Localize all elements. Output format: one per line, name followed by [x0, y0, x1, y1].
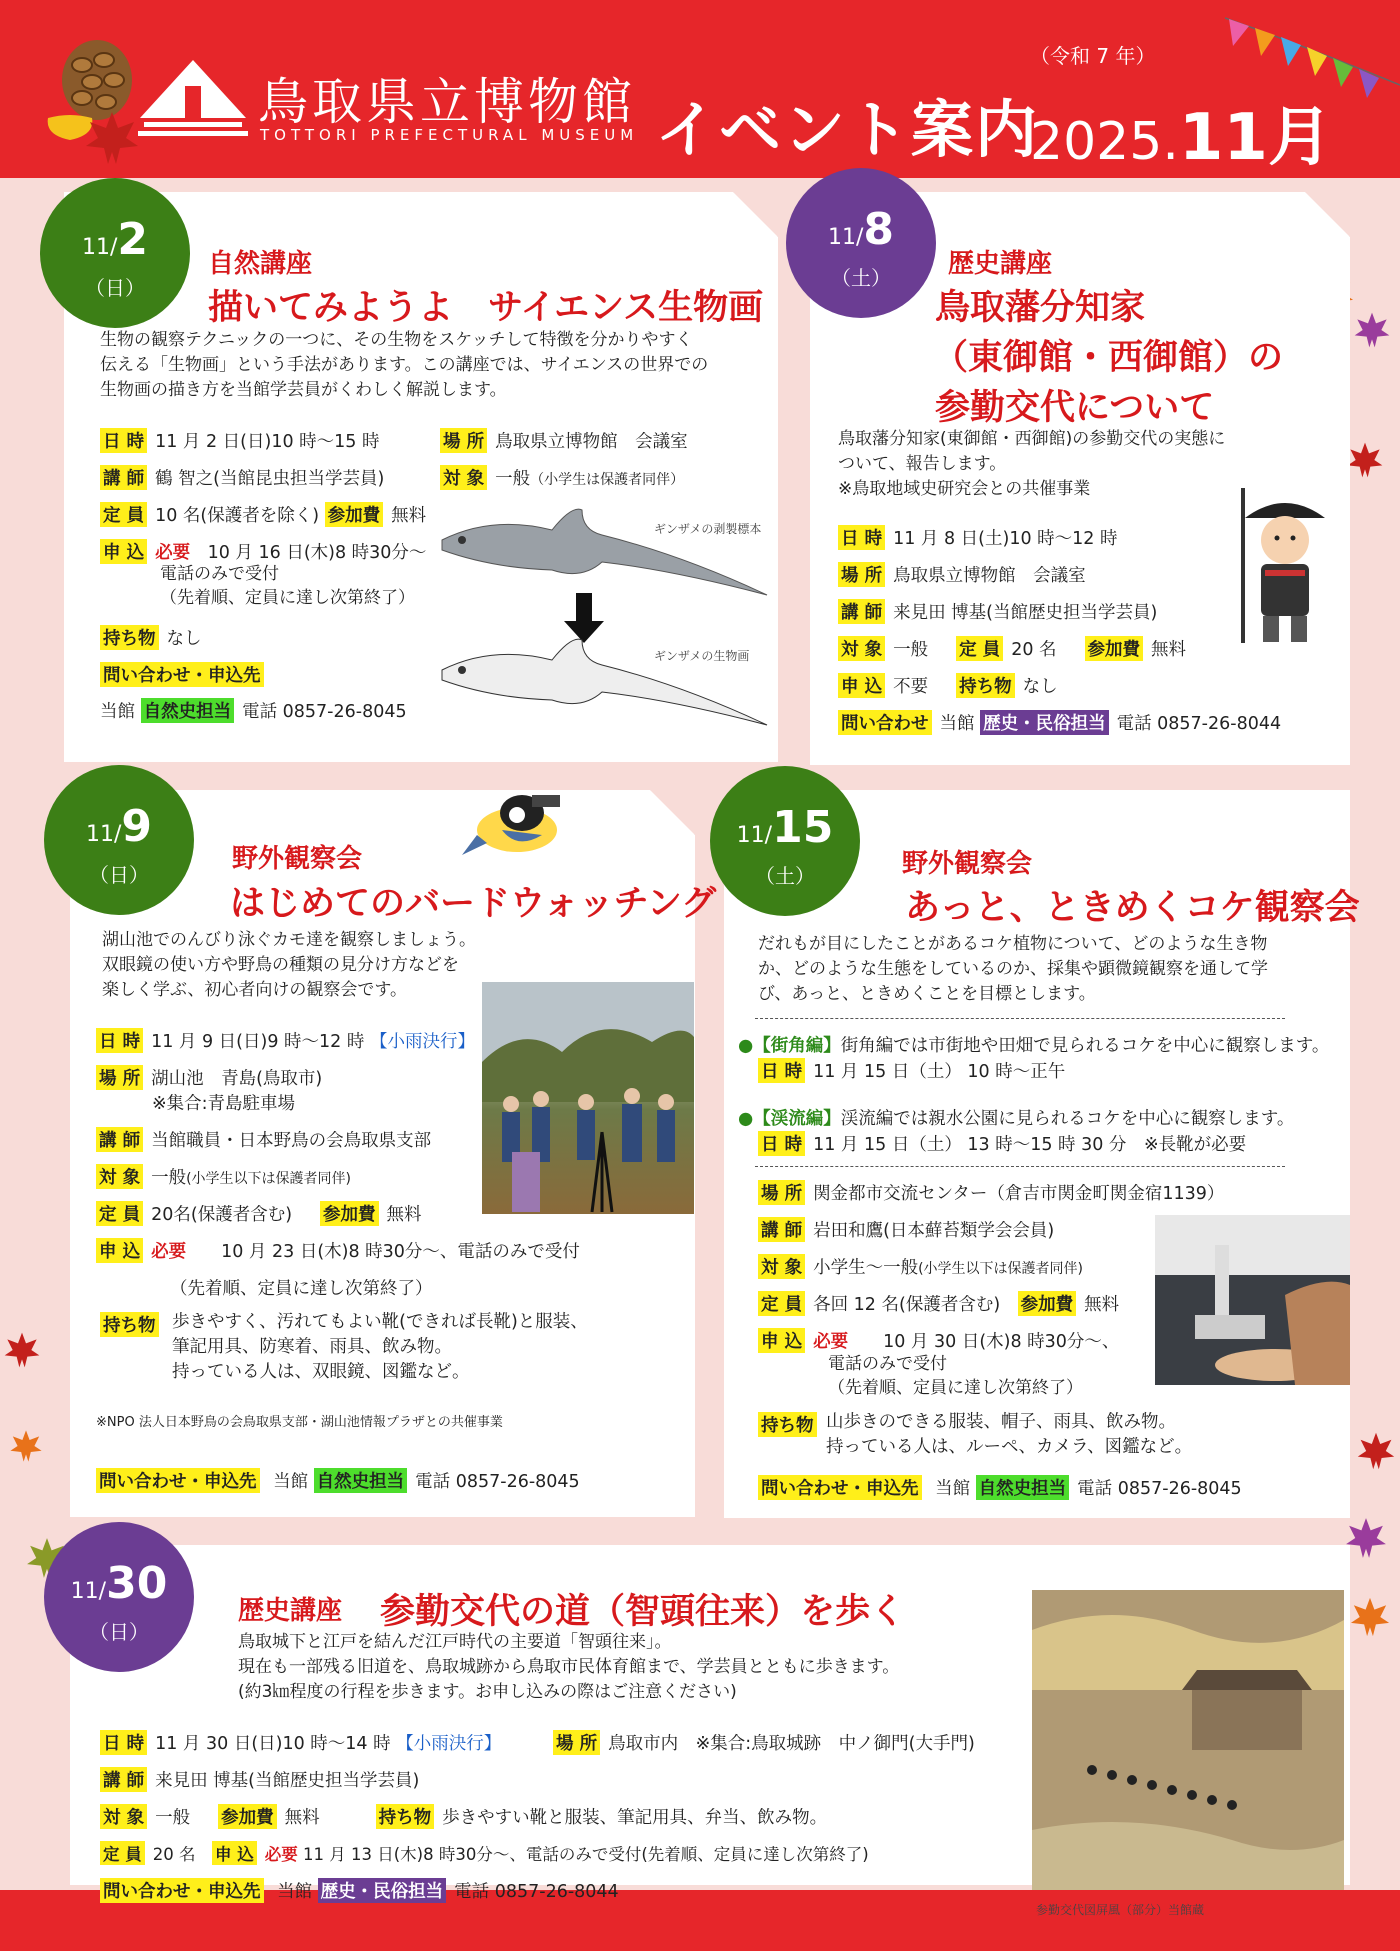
maple-leaf-icon	[8, 1428, 44, 1464]
event-4-session-2: ●【渓流編】渓流編では親水公園に見られるコケを中心に観察します。	[738, 1109, 1295, 1129]
event-5-contact: 問い合わせ・申込先 当館 歴史・民俗担当 電話 0857-26-8044	[100, 1878, 619, 1903]
event-5-datetime: 日 時 11 月 30 日(日)10 時～14 時 【小雨決行】	[100, 1730, 501, 1755]
event-1-date: 11/2	[81, 214, 149, 265]
event-2-title-3: 参勤交代について	[935, 388, 1215, 428]
event-1-target: 対 象 一般（小学生は保護者同伴）	[440, 465, 684, 490]
event-5-lecturer: 講 師 来見田 博基(当館歴史担当学芸員)	[100, 1767, 419, 1792]
event-3-category: 野外観察会	[232, 844, 363, 874]
event-5-title: 参勤交代の道（智頭往来）を歩く	[380, 1592, 906, 1632]
event-1-lecturer: 講 師 鶴 智之(当館昆虫担当学芸員)	[100, 465, 384, 490]
event-3-belongings: 歩きやすく、汚れてもよい靴(できれば長靴)と服装、 筆記用具、防寒着、雨具、飲み物。 持っている人は、双眼鏡、図鑑など。	[172, 1312, 588, 1382]
event-2-date: 11/8	[827, 204, 895, 255]
event-1-datetime: 日 時 11 月 2 日(日)10 時～15 時	[100, 428, 380, 453]
museum-logo-icon	[138, 58, 248, 140]
event-1-date-badge	[40, 178, 190, 328]
page-year: 2025.	[1030, 112, 1179, 172]
event-5-date: 11/30	[70, 1558, 168, 1609]
event-5-place: 場 所 鳥取市内 ※集合:鳥取城跡 中ノ御門(大手門)	[553, 1730, 975, 1755]
event-5-category: 歴史講座	[238, 1596, 343, 1626]
event-1-application: 申 込 必要 10 月 16 日(木)8 時30分～	[100, 539, 426, 564]
event-2-contact: 問い合わせ 当館 歴史・民俗担当 電話 0857-26-8044	[838, 710, 1281, 735]
page-title: イベント案内	[655, 93, 1040, 166]
event-4-target: 対 象 小学生～一般(小学生以下は保護者同伴)	[758, 1254, 1083, 1279]
event-5-application: 定 員 20 名 申 込 必要 11 月 13 日(木)8 時30分～、電話のみで受付(先着順、定員に達し次第終了)	[100, 1841, 869, 1865]
event-4-belongings-label: 持ち物	[758, 1412, 825, 1437]
event-2-place: 場 所 鳥取県立博物館 会議室	[838, 562, 1086, 587]
green-dot-icon: ●	[738, 1109, 754, 1129]
event-4-date: 11/15	[736, 802, 834, 853]
event-1-weekday: （日）	[85, 276, 145, 300]
event-2-lecturer: 講 師 来見田 博基(当館歴史担当学芸員)	[838, 599, 1157, 624]
maple-leaf-icon	[1352, 310, 1392, 350]
bird-binoculars-icon	[462, 785, 572, 865]
event-3-weekday: （日）	[89, 863, 149, 887]
event-4-category: 野外観察会	[902, 849, 1033, 879]
event-3-target: 対 象 一般(小学生以下は保護者同伴)	[96, 1164, 351, 1189]
event-1-place: 場 所 鳥取県立博物館 会議室	[440, 428, 688, 453]
event-3-capacity: 定 員 20名(保護者含む) 参加費 無料	[96, 1201, 422, 1226]
event-2-date-badge	[786, 168, 936, 318]
event-4-application: 申 込 必要 10 月 30 日(木)8 時30分～、	[758, 1328, 1119, 1353]
event-3-application-note: （先着順、定員に達し次第終了）	[170, 1279, 433, 1299]
event-4-session-1: ●【街角編】街角編では市街地や田畑で見られるコケを中心に観察します。	[738, 1036, 1330, 1056]
event-4-session-1-datetime: 日 時 11 月 15 日（土） 10 時～正午	[758, 1058, 1065, 1083]
birdwatching-photo	[482, 982, 694, 1214]
event-4-description: だれもが目にしたことがあるコケ植物について、どのような生き物 か、どのような生態をしているのか、採集や顕微鏡観察を通して学 び、あっと、ときめくことを目標とします。	[758, 934, 1268, 1004]
maple-leaf-icon	[1345, 440, 1385, 480]
event-2-title-1: 鳥取藩分知家	[935, 288, 1146, 328]
event-5-description: 鳥取城下と江戸を結んだ江戸時代の主要道「智頭往来」。 現在も一部残る旧道を、鳥取城跡から鳥取市民体育館まで、学芸員とともに歩きます。 (約3㎞程度の行程を歩きます。お申し込みの際はご注意ください)	[238, 1632, 900, 1702]
chimaera-fish-specimen-icon	[432, 500, 772, 600]
event-1-application-detail: 電話のみで受付 （先着順、定員に達し次第終了）	[160, 564, 415, 608]
event-1-category: 自然講座	[208, 249, 313, 279]
event-5-image-caption: 参勤交代図屏風（部分）当館蔵	[1036, 1903, 1205, 1917]
event-4-lecturer: 講 師 岩田和鷹(日本蘚苔類学会会員)	[758, 1217, 1054, 1242]
chimaera-fish-drawing-icon	[432, 630, 772, 730]
event-3-application: 申 込 必要 10 月 23 日(木)8 時30分～、電話のみで受付	[96, 1238, 580, 1263]
event-1-image-caption-1: ギンザメの剥製標本	[654, 522, 762, 536]
museum-name-english: TOTTORI PREFECTURAL MUSEUM	[260, 126, 639, 144]
page-month: 11月	[1178, 101, 1332, 175]
event-4-title: あっと、ときめくコケ観察会	[905, 888, 1360, 928]
green-dot-icon: ●	[738, 1036, 754, 1056]
event-3-cohost-note: ※NPO 法人日本野鳥の会鳥取県支部・湖山池情報プラザとの共催事業	[96, 1415, 503, 1430]
samurai-illustration-icon	[1225, 478, 1340, 648]
microscope-photo	[1155, 1215, 1350, 1385]
event-2-description: 鳥取藩分知家(東御館・西御館)の参勤交代の実態に ついて、報告します。 ※鳥取地域史研究会との共催事業	[838, 429, 1226, 499]
event-3-datetime: 日 時 11 月 9 日(日)9 時～12 時 【小雨決行】	[96, 1028, 475, 1053]
maple-leaf-icon	[2, 1330, 42, 1370]
event-1-title: 描いてみようよ サイエンス生物画	[208, 288, 764, 328]
event-2-datetime: 日 時 11 月 8 日(土)10 時～12 時	[838, 525, 1118, 550]
event-4-place: 場 所 関金都市交流センター（倉吉市関金町関金宿1139）	[758, 1180, 1224, 1205]
event-2-title-2: （東御館・西御館）の	[933, 338, 1284, 378]
era-label: （令和 7 年）	[1030, 44, 1156, 68]
sankin-kotai-folding-screen-image	[1032, 1590, 1344, 1890]
bunting-flags-icon	[1225, 10, 1400, 110]
event-4-application-detail: 電話のみで受付 （先着順、定員に達し次第終了）	[828, 1354, 1083, 1398]
event-1-image-caption-2: ギンザメの生物画	[654, 649, 750, 663]
maple-leaf-icon	[1348, 1595, 1392, 1639]
event-2-weekday: （土）	[831, 266, 891, 290]
maple-leaf-icon	[1355, 1430, 1397, 1472]
event-1-contact-label: 問い合わせ・申込先	[100, 662, 272, 687]
event-4-contact: 問い合わせ・申込先 当館 自然史担当 電話 0857-26-8045	[758, 1475, 1242, 1500]
divider	[755, 1018, 1285, 1019]
event-3-date: 11/9	[85, 801, 153, 852]
event-1-contact: 当館 自然史担当 電話 0857-26-8045	[100, 698, 407, 723]
event-5-weekday: （日）	[89, 1620, 149, 1644]
event-1-belongings: 持ち物 なし	[100, 625, 202, 650]
event-3-date-badge	[44, 765, 194, 915]
event-2-target: 対 象 一般 定 員 20 名 参加費 無料	[838, 636, 1186, 661]
event-2-application: 申 込 不要 持ち物 なし	[838, 673, 1058, 698]
event-3-lecturer: 講 師 当館職員・日本野鳥の会鳥取県支部	[96, 1127, 431, 1152]
divider	[755, 1166, 1285, 1167]
event-5-date-badge	[44, 1522, 194, 1672]
event-3-title: はじめてのバードウォッチング	[230, 884, 717, 924]
event-4-date-badge	[710, 766, 860, 916]
event-4-session-2-datetime: 日 時 11 月 15 日（土） 13 時～15 時 30 分 ※長靴が必要	[758, 1131, 1246, 1156]
event-4-belongings: 山歩きのできる服装、帽子、雨具、飲み物。 持っている人は、ルーペ、カメラ、図鑑など。	[826, 1412, 1193, 1457]
event-1-description: 生物の観察テクニックの一つに、その生物をスケッチして特徴を分かりやすく 伝える「生物画」という手法があります。この講座では、サイエンスの世界での 生物画の描き方を当館学芸員がくわしく解説します。	[100, 330, 709, 400]
maple-leaf-icon	[82, 108, 142, 168]
museum-name: 鳥取県立博物館	[258, 73, 636, 131]
event-4-weekday: （土）	[755, 864, 815, 888]
event-3-contact: 問い合わせ・申込先 当館 自然史担当 電話 0857-26-8045	[96, 1468, 580, 1493]
event-3-belongings-label: 持ち物	[100, 1312, 167, 1337]
event-3-description: 湖山池でのんびり泳ぐカモ達を観察しましょう。 双眼鏡の使い方や野鳥の種類の見分け方などを 楽しく学ぶ、初心者向けの観察会です。	[102, 930, 476, 1000]
event-3-place: 場 所 湖山池 青島(鳥取市)	[96, 1065, 322, 1090]
event-2-category: 歴史講座	[948, 249, 1053, 279]
event-1-capacity: 定 員 10 名(保護者を除く) 参加費 無料	[100, 502, 426, 527]
event-5-target: 対 象 一般 参加費 無料 持ち物 歩きやすい靴と服装、筆記用具、弁当、飲み物。	[100, 1804, 827, 1829]
event-4-capacity: 定 員 各回 12 名(保護者含む) 参加費 無料	[758, 1291, 1119, 1316]
event-3-meeting-point: ※集合:青島駐車場	[152, 1094, 296, 1114]
